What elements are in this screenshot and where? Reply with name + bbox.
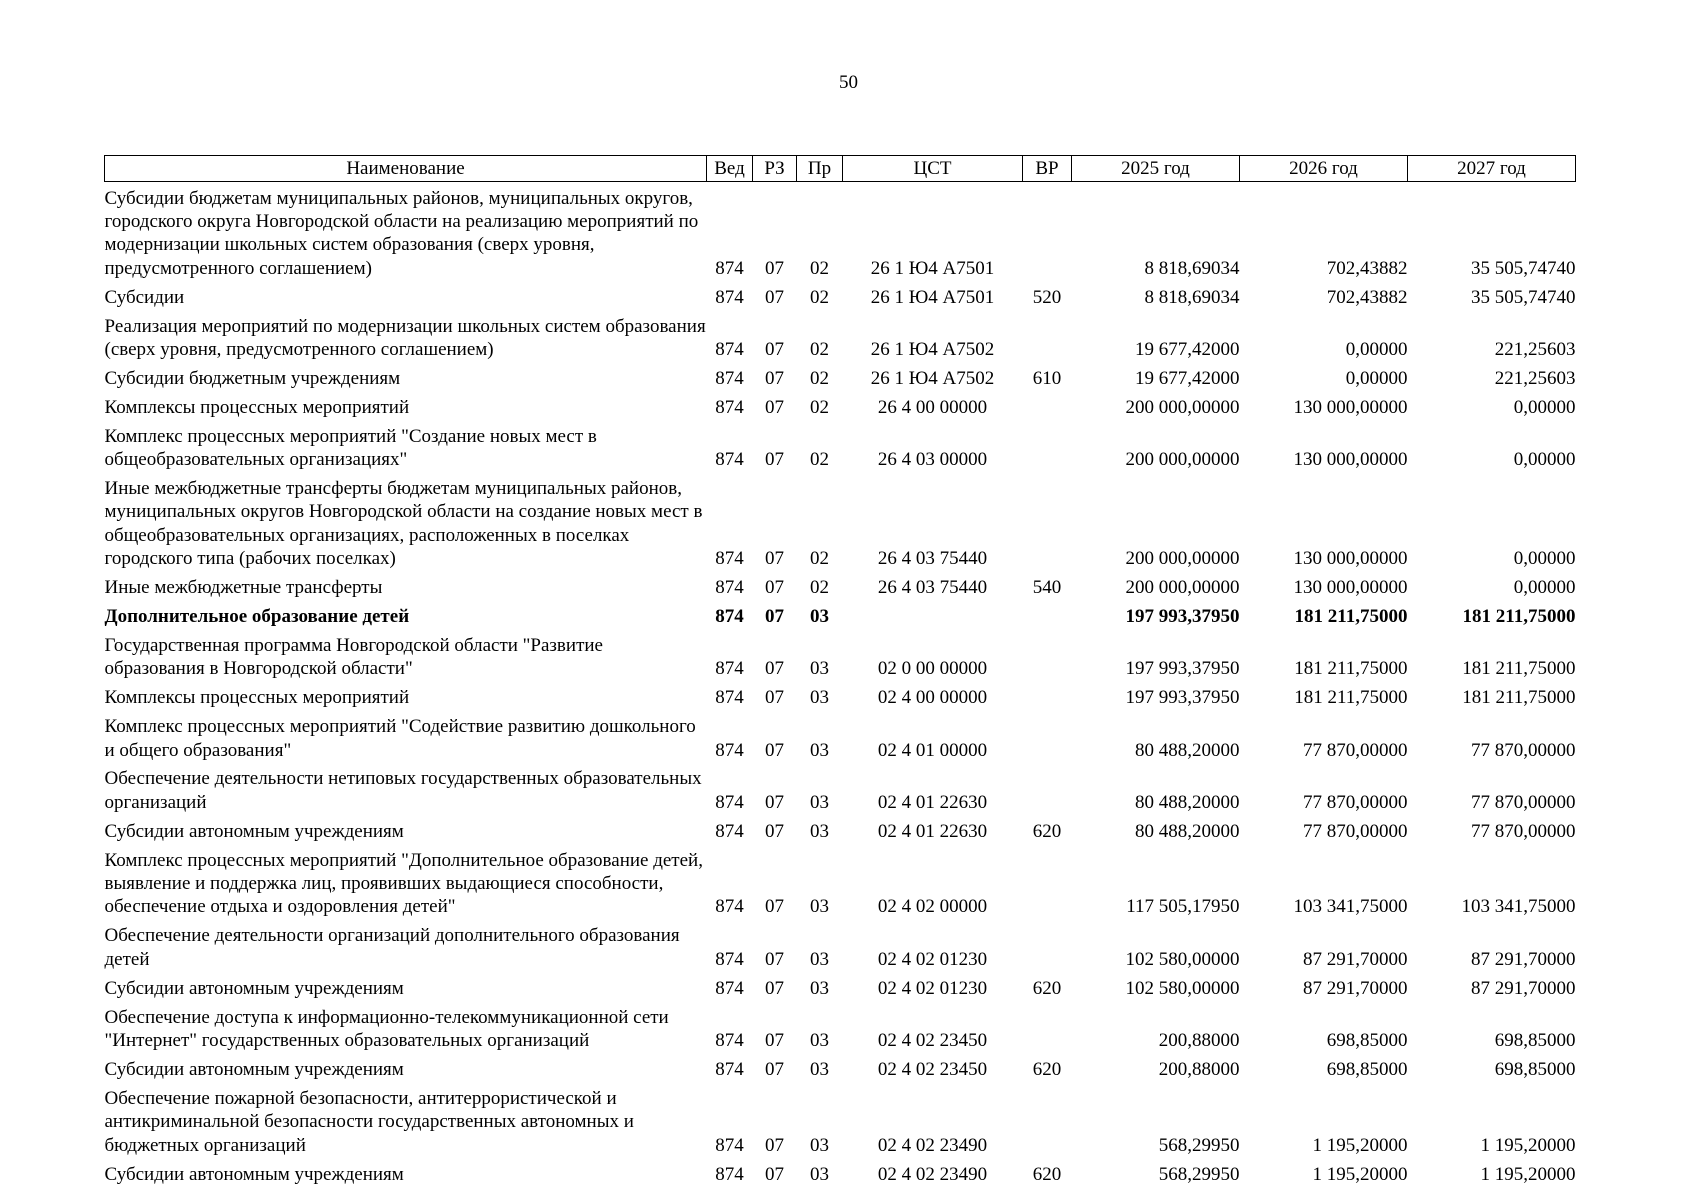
row-rz: 07 xyxy=(765,367,784,389)
row-2026: 0,00000 xyxy=(1345,338,1408,360)
row-name: Комплекс процессных мероприятий "Дополнительное образование детей, выявление и поддержка лиц, проявивших выдающиеся способности, обеспечение отдыха и оздоровления детей" xyxy=(104,849,703,918)
row-name: Комплексы процессных мероприятий xyxy=(104,396,410,418)
row-2025: 117 505,17950 xyxy=(1126,896,1240,918)
row-2027: 221,25603 xyxy=(1494,367,1576,389)
row-rz: 07 xyxy=(765,820,784,842)
row-vr xyxy=(1023,682,1072,711)
row-ved: 874 xyxy=(715,1163,744,1185)
row-2027: 0,00000 xyxy=(1513,548,1576,570)
row-2027: 77 870,00000 xyxy=(1471,739,1576,761)
row-2025: 568,29950 xyxy=(1158,1134,1240,1156)
row-2026: 77 870,00000 xyxy=(1303,791,1408,813)
table-row xyxy=(105,281,1576,310)
row-cst: 02 4 01 22630 xyxy=(877,820,988,842)
row-2027: 1 195,20000 xyxy=(1480,1163,1576,1185)
row-2026: 1 195,20000 xyxy=(1312,1163,1408,1185)
row-2027: 181 211,75000 xyxy=(1462,658,1576,680)
row-ved: 874 xyxy=(715,367,744,389)
row-pr: 03 xyxy=(810,820,829,842)
header-row xyxy=(105,156,1576,182)
row-pr: 03 xyxy=(810,948,829,970)
row-name: Обеспечение деятельности организаций дополнительного образования детей xyxy=(104,925,680,970)
row-2027: 181 211,75000 xyxy=(1462,687,1576,709)
row-2026: 702,43882 xyxy=(1326,257,1408,279)
row-2025: 80 488,20000 xyxy=(1135,791,1240,813)
row-ved: 874 xyxy=(715,449,744,471)
row-2025: 568,29950 xyxy=(1158,1163,1240,1185)
row-name: Субсидии автономным учреждениям xyxy=(104,977,404,999)
row-ved: 874 xyxy=(715,548,744,570)
row-2025: 197 993,37950 xyxy=(1125,687,1240,709)
row-vr: 520 xyxy=(1032,286,1062,308)
table-header xyxy=(105,156,1576,182)
row-ved: 874 xyxy=(715,577,744,599)
row-cst: 26 4 03 00000 xyxy=(877,449,988,471)
row-ved: 874 xyxy=(715,820,744,842)
row-pr: 03 xyxy=(810,1030,829,1051)
row-cst: 02 4 02 23450 xyxy=(877,1058,988,1080)
row-pr: 03 xyxy=(810,1163,829,1185)
row-2026: 77 870,00000 xyxy=(1303,820,1408,842)
row-2026: 702,43882 xyxy=(1326,286,1408,308)
table-row xyxy=(105,815,1576,844)
row-cst: 02 4 02 00000 xyxy=(877,896,988,918)
row-name: Субсидии автономным учреждениям xyxy=(104,1058,404,1080)
header-2025: 2025 год xyxy=(1072,156,1240,182)
table-row xyxy=(105,629,1576,681)
row-ved: 874 xyxy=(715,948,744,970)
row-2025: 19 677,42000 xyxy=(1135,338,1240,360)
row-2025: 200,88000 xyxy=(1158,1030,1240,1051)
row-pr: 02 xyxy=(810,257,829,279)
row-2025: 8 818,69034 xyxy=(1144,286,1240,308)
row-vr xyxy=(1023,920,1072,972)
table-row xyxy=(105,844,1576,920)
row-name: Субсидии автономным учреждениям xyxy=(104,1163,404,1185)
row-name: Субсидии автономным учреждениям xyxy=(104,820,404,842)
row-rz: 07 xyxy=(765,577,784,599)
row-vr xyxy=(1023,763,1072,815)
row-rz: 07 xyxy=(765,548,784,570)
row-2026: 130 000,00000 xyxy=(1293,449,1408,471)
row-vr xyxy=(1023,420,1072,472)
row-rz: 07 xyxy=(765,257,784,279)
table-row xyxy=(105,182,1576,282)
row-ved: 874 xyxy=(715,1134,744,1156)
row-2027: 35 505,74740 xyxy=(1471,286,1576,308)
header-cst: ЦСТ xyxy=(843,156,1023,182)
header-rz: РЗ xyxy=(753,156,797,182)
row-rz: 07 xyxy=(765,286,784,308)
row-2025: 200 000,00000 xyxy=(1125,577,1240,599)
row-rz: 07 xyxy=(765,791,784,813)
row-2026: 0,00000 xyxy=(1345,367,1408,389)
row-rz: 07 xyxy=(765,658,784,680)
row-2027: 35 505,74740 xyxy=(1471,257,1576,279)
header-name: Наименование xyxy=(105,156,707,182)
row-ved: 874 xyxy=(715,286,744,308)
row-name: Субсидии бюджетным учреждениям xyxy=(104,367,401,389)
row-cst xyxy=(843,601,1023,630)
row-2027: 698,85000 xyxy=(1494,1058,1576,1080)
row-name: Иные межбюджетные трансферты бюджетам муниципальных районов, муниципальных округов Новгородской области на создание новых мест в общеобразовательных организациях, расположенных в поселках городского типа (рабочих поселках) xyxy=(104,477,703,570)
row-rz: 07 xyxy=(765,977,784,999)
row-pr: 03 xyxy=(810,658,829,680)
table-row xyxy=(105,1001,1576,1053)
row-cst: 02 4 02 01230 xyxy=(877,948,988,970)
row-rz: 07 xyxy=(765,687,784,709)
row-2027: 0,00000 xyxy=(1513,396,1576,418)
row-2027: 221,25603 xyxy=(1494,338,1576,360)
row-cst: 26 1 Ю4 А7501 xyxy=(870,257,995,279)
row-pr: 02 xyxy=(810,286,829,308)
table-row xyxy=(105,763,1576,815)
row-cst: 02 4 02 23450 xyxy=(877,1030,988,1051)
row-2026: 698,85000 xyxy=(1326,1058,1408,1080)
row-name: Субсидии бюджетам муниципальных районов, муниципальных округов, городского округа Новгородской области на реализацию мероприятий по модернизации школьных систем образования (сверх уровня, предусмотренного соглашением) xyxy=(104,187,699,279)
row-2026: 181 211,75000 xyxy=(1294,687,1408,709)
row-2025: 102 580,00000 xyxy=(1125,948,1240,970)
row-2025: 197 993,37950 xyxy=(1125,606,1240,627)
row-vr xyxy=(1023,472,1072,571)
row-ved: 874 xyxy=(715,396,744,418)
table-body xyxy=(105,182,1576,1187)
row-2026: 181 211,75000 xyxy=(1294,658,1408,680)
row-vr: 540 xyxy=(1032,577,1062,599)
row-ved: 874 xyxy=(715,977,744,999)
row-2026: 130 000,00000 xyxy=(1293,548,1408,570)
table-row xyxy=(105,362,1576,391)
row-pr: 03 xyxy=(810,896,829,918)
table-row xyxy=(105,972,1576,1001)
row-2025: 80 488,20000 xyxy=(1135,820,1240,842)
row-cst: 26 4 03 75440 xyxy=(877,577,988,599)
row-name: Обеспечение доступа к информационно-телекоммуникационной сети "Интернет" государственных образовательных организаций xyxy=(104,1006,669,1051)
row-pr: 02 xyxy=(810,548,829,570)
row-cst: 02 4 02 01230 xyxy=(877,977,988,999)
row-pr: 03 xyxy=(810,1058,829,1080)
row-pr: 02 xyxy=(810,449,829,471)
row-ved: 874 xyxy=(715,1030,744,1051)
row-ved: 874 xyxy=(715,338,744,360)
row-2025: 102 580,00000 xyxy=(1125,977,1240,999)
header-pr: Пр xyxy=(797,156,843,182)
row-vr xyxy=(1023,310,1072,362)
row-name: Дополнительное образование детей xyxy=(104,606,410,627)
row-ved: 874 xyxy=(715,606,744,627)
row-name: Обеспечение деятельности нетиповых государственных образовательных организаций xyxy=(104,768,702,813)
row-ved: 874 xyxy=(715,257,744,279)
row-pr: 03 xyxy=(810,687,829,709)
row-2025: 19 677,42000 xyxy=(1135,367,1240,389)
row-pr: 03 xyxy=(810,977,829,999)
header-2027: 2027 год xyxy=(1408,156,1576,182)
row-2027: 698,85000 xyxy=(1494,1030,1576,1051)
row-rz: 07 xyxy=(765,1030,784,1051)
row-vr xyxy=(1023,601,1072,630)
page-number: 50 xyxy=(839,72,858,93)
table-row xyxy=(105,1158,1576,1187)
row-cst: 02 4 01 00000 xyxy=(877,739,988,761)
row-2026: 130 000,00000 xyxy=(1293,396,1408,418)
row-vr: 610 xyxy=(1032,367,1062,389)
row-rz: 07 xyxy=(765,896,784,918)
row-pr: 03 xyxy=(810,1134,829,1156)
table-row xyxy=(105,472,1576,571)
row-ved: 874 xyxy=(715,658,744,680)
header-vr: ВР xyxy=(1023,156,1072,182)
row-name: Комплексы процессных мероприятий xyxy=(104,687,410,709)
row-name: Субсидии xyxy=(104,286,185,308)
row-2027: 0,00000 xyxy=(1513,577,1576,599)
row-cst: 26 1 Ю4 А7501 xyxy=(870,286,995,308)
header-2026: 2026 год xyxy=(1240,156,1408,182)
row-2025: 197 993,37950 xyxy=(1125,658,1240,680)
row-rz: 07 xyxy=(765,948,784,970)
table-row xyxy=(105,391,1576,420)
row-rz: 07 xyxy=(765,338,784,360)
row-vr: 620 xyxy=(1032,1163,1062,1185)
row-cst: 02 4 00 00000 xyxy=(877,687,988,709)
row-2026: 1 195,20000 xyxy=(1312,1134,1408,1156)
table-row xyxy=(105,682,1576,711)
table-row xyxy=(105,920,1576,972)
row-pr: 03 xyxy=(810,739,829,761)
row-2027: 77 870,00000 xyxy=(1471,820,1576,842)
row-rz: 07 xyxy=(765,396,784,418)
row-rz: 07 xyxy=(765,606,784,627)
row-vr xyxy=(1023,711,1072,763)
row-ved: 874 xyxy=(715,687,744,709)
table-row xyxy=(105,420,1576,472)
row-vr xyxy=(1023,1001,1072,1053)
row-2026: 77 870,00000 xyxy=(1303,739,1408,761)
row-cst: 02 4 01 22630 xyxy=(877,791,988,813)
row-ved: 874 xyxy=(715,739,744,761)
row-2025: 200,88000 xyxy=(1158,1058,1240,1080)
row-2027: 181 211,75000 xyxy=(1462,606,1576,627)
row-rz: 07 xyxy=(765,739,784,761)
row-pr: 02 xyxy=(810,367,829,389)
row-cst: 26 4 03 75440 xyxy=(877,548,988,570)
row-rz: 07 xyxy=(765,1134,784,1156)
row-cst: 26 1 Ю4 А7502 xyxy=(870,338,995,360)
row-2027: 77 870,00000 xyxy=(1471,791,1576,813)
row-2027: 1 195,20000 xyxy=(1480,1134,1576,1156)
row-2025: 8 818,69034 xyxy=(1144,257,1240,279)
row-cst: 26 4 00 00000 xyxy=(877,396,988,418)
row-vr: 620 xyxy=(1032,820,1062,842)
row-pr: 03 xyxy=(810,606,829,627)
row-2026: 698,85000 xyxy=(1326,1030,1408,1051)
row-2026: 87 291,70000 xyxy=(1303,948,1408,970)
row-2025: 200 000,00000 xyxy=(1125,396,1240,418)
row-name: Обеспечение пожарной безопасности, антитеррористической и антикриминальной безопасности государственных автономных и бюджетных организаций xyxy=(104,1087,634,1156)
row-cst: 02 4 02 23490 xyxy=(877,1163,988,1185)
row-rz: 07 xyxy=(765,1058,784,1080)
budget-table xyxy=(104,155,1576,1187)
row-vr: 620 xyxy=(1032,1058,1062,1080)
table-row xyxy=(105,711,1576,763)
row-2025: 80 488,20000 xyxy=(1135,739,1240,761)
row-ved: 874 xyxy=(715,896,744,918)
table-row xyxy=(105,572,1576,601)
row-2025: 200 000,00000 xyxy=(1125,449,1240,471)
row-vr xyxy=(1023,844,1072,920)
row-2027: 103 341,75000 xyxy=(1461,896,1576,918)
row-vr xyxy=(1023,391,1072,420)
table-row xyxy=(105,310,1576,362)
row-name: Государственная программа Новгородской области "Развитие образования в Новгородской области" xyxy=(104,634,603,680)
row-name: Комплекс процессных мероприятий "Создание новых мест в общеобразовательных организациях" xyxy=(104,425,597,471)
row-name: Комплекс процессных мероприятий "Содействие развитию дошкольного и общего образования" xyxy=(104,716,696,761)
row-2025: 200 000,00000 xyxy=(1125,548,1240,570)
row-2027: 87 291,70000 xyxy=(1471,948,1576,970)
row-cst: 02 0 00 00000 xyxy=(877,658,988,680)
row-2026: 87 291,70000 xyxy=(1303,977,1408,999)
row-2026: 103 341,75000 xyxy=(1293,896,1408,918)
row-name: Иные межбюджетные трансферты xyxy=(104,577,383,599)
row-rz: 07 xyxy=(765,1163,784,1185)
row-ved: 874 xyxy=(715,1058,744,1080)
row-pr: 02 xyxy=(810,577,829,599)
table-row xyxy=(105,1053,1576,1082)
header-ved: Вед xyxy=(707,156,753,182)
row-cst: 26 1 Ю4 А7502 xyxy=(870,367,995,389)
row-2027: 87 291,70000 xyxy=(1471,977,1576,999)
table-row xyxy=(105,1082,1576,1158)
row-2027: 0,00000 xyxy=(1513,449,1576,471)
table-row xyxy=(105,601,1576,630)
row-rz: 07 xyxy=(765,449,784,471)
row-vr xyxy=(1023,629,1072,681)
row-cst: 02 4 02 23490 xyxy=(877,1134,988,1156)
row-vr xyxy=(1023,182,1072,282)
row-vr xyxy=(1023,1082,1072,1158)
row-name: Реализация мероприятий по модернизации школьных систем образования (сверх уровня, предусмотренного соглашением) xyxy=(104,315,706,360)
row-pr: 03 xyxy=(810,791,829,813)
row-pr: 02 xyxy=(810,396,829,418)
row-pr: 02 xyxy=(810,338,829,360)
row-ved: 874 xyxy=(715,791,744,813)
row-vr: 620 xyxy=(1032,977,1062,999)
row-2026: 181 211,75000 xyxy=(1294,606,1408,627)
row-2026: 130 000,00000 xyxy=(1293,577,1408,599)
